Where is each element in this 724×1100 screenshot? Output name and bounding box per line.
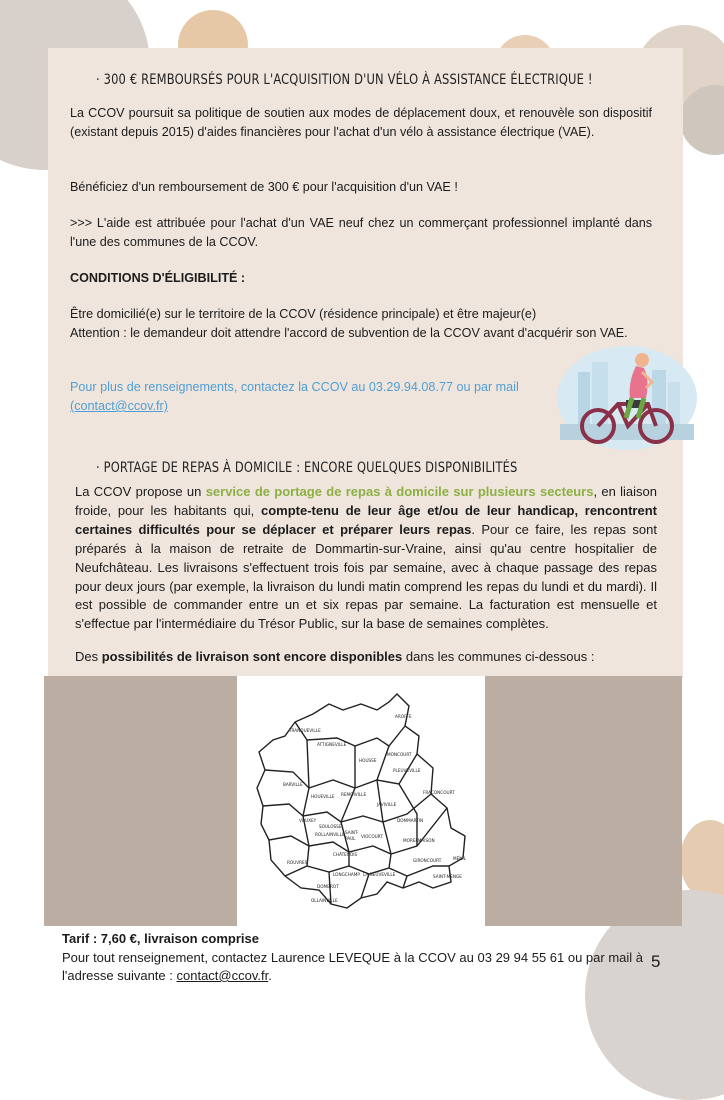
paragraph-reimbursement: Bénéficiez d'un remboursement de 300 € pour l'acquisition d'un VAE ! <box>70 180 458 194</box>
svg-text:GIRONCOURT: GIRONCOURT <box>413 858 442 863</box>
communes-map <box>237 676 485 926</box>
svg-text:ROUVRES: ROUVRES <box>287 860 308 865</box>
footer-dot: . <box>268 968 272 983</box>
contact-line <box>62 949 647 986</box>
contact-email-link[interactable]: (contact@ccov.fr) <box>70 399 168 413</box>
svg-text:ATTIGNEVILLE: ATTIGNEVILLE <box>317 742 347 747</box>
paragraph-aid-conditions: >>> L'aide est attribuée pour l'achat d'un VAE neuf chez un commerçant professionnel implanté dans l'une des communes de la CCOV. <box>70 216 652 249</box>
svg-text:MÉNIL: MÉNIL <box>453 856 466 861</box>
delivery-a: Des <box>75 649 102 664</box>
contact-info <box>70 378 570 416</box>
svg-text:LONGCHAMP: LONGCHAMP <box>333 872 360 877</box>
paragraph-meal-service <box>75 483 657 634</box>
svg-text:PLEUVEVILLE: PLEUVEVILLE <box>393 768 421 773</box>
meal-intro-c: . Pour ce faire, les repas sont préparés à la maison de retraite de Dommartin-sur-Vraine, ainsi qu'au centre hospitalier de Neufchâteau. Les livraisons s'effectuent trois fois par semaine, avec à chaque passage des repas pour deux jours (par exemple, la livraison du lundi matin comprend les repas du lundi et du mardi). Il est possible de commander entre un et six repas par semaine. La facturation est mensuelle et s'effectue par l'intermédiaire du Trésor Public, sur la base de semaines complètes. <box>75 521 658 632</box>
svg-text:DOMBROT: DOMBROT <box>317 884 339 889</box>
section-title-vae: · 300 € REMBOURSÉS POUR L'ACQUISITION D'UN VÉLO À ASSISTANCE ÉLECTRIQUE ! <box>96 72 593 88</box>
delivery-highlight: possibilités de livraison sont encore disponibles <box>101 649 403 664</box>
svg-text:AROFFE: AROFFE <box>395 714 412 719</box>
delivery-b: dans les communes ci-dessous : <box>402 649 595 664</box>
meal-target-audience: compte-tenu de leur âge et/ou de leur handicap, rencontrent certaines difficultés pour se déplacer et préparer leurs repas <box>75 502 657 537</box>
svg-text:VIOCOURT: VIOCOURT <box>361 834 383 839</box>
tarif-line: Tarif : 7,60 €, livraison comprise <box>62 931 260 946</box>
decor-blob-right-mid <box>680 820 724 900</box>
conditions-line-1: Être domicilié(e) sur le territoire de la CCOV (résidence principale) et être majeur(e) <box>70 307 537 321</box>
svg-text:CHÂTENOIS: CHÂTENOIS <box>333 852 358 857</box>
svg-text:HOUEVILLE: HOUEVILLE <box>311 794 335 799</box>
contact-line-text: Pour tout renseignement, contactez Laurence LEVEQUE à la CCOV au 03 29 94 55 61 ou par mail à l'adresse suivante : <box>62 949 644 983</box>
svg-text:PAUL: PAUL <box>345 836 356 841</box>
ebike-rider-illustration <box>556 342 698 450</box>
svg-text:SAINT-MENGE: SAINT-MENGE <box>433 874 462 879</box>
svg-text:LA NEUVEVILLE: LA NEUVEVILLE <box>363 872 396 877</box>
communes-map-drawing <box>237 676 485 926</box>
svg-text:MORELMAISON: MORELMAISON <box>403 838 435 843</box>
svg-text:DOMMARTIN: DOMMARTIN <box>397 818 424 823</box>
svg-text:SOULOSSE: SOULOSSE <box>319 824 342 829</box>
meal-intro-a: La CCOV propose un <box>75 484 206 499</box>
meal-intro-b: , en liaison froide, pour les habitants qui, <box>75 484 657 518</box>
conditions-line-2: Attention : le demandeur doit attendre l'accord de subvention de la CCOV avant d'acquérir son VAE. <box>70 326 628 340</box>
svg-text:HOUSSE: HOUSSE <box>359 758 377 763</box>
svg-text:FRACONCOURT: FRACONCOURT <box>423 790 455 795</box>
conditions-heading: CONDITIONS D'ÉLIGIBILITÉ : <box>70 271 246 285</box>
svg-text:REMOIVILLE: REMOIVILLE <box>341 792 367 797</box>
footer-email-link[interactable]: contact@ccov.fr <box>176 968 269 983</box>
svg-text:JAVIVILLE: JAVIVILLE <box>377 802 397 807</box>
meal-service-highlight: service de portage de repas à domicile sur plusieurs secteurs <box>205 484 594 499</box>
svg-text:VOUXEY: VOUXEY <box>299 818 317 823</box>
paragraph-delivery-availability <box>75 648 657 667</box>
contact-text: Pour plus de renseignements, contactez la CCOV au 03.29.94.08.77 ou par mail <box>70 380 519 394</box>
svg-text:MONCOURT: MONCOURT <box>387 752 412 757</box>
footer-info <box>62 930 647 986</box>
svg-text:OLLAINVILLE: OLLAINVILLE <box>311 898 338 903</box>
paragraph-policy: La CCOV poursuit sa politique de soutien aux modes de déplacement doux, et renouvèle son dispositif (existant depuis 2015) d'aides financières pour l'achat d'un vélo à assistance électrique (VAE). <box>70 106 652 139</box>
svg-text:BARVILLE: BARVILLE <box>283 782 303 787</box>
svg-text:ROLLAINVILLE: ROLLAINVILLE <box>315 832 345 837</box>
svg-text:TRANQUEVILLE: TRANQUEVILLE <box>289 728 321 733</box>
svg-text:SAINT-: SAINT- <box>345 830 359 835</box>
page-number: 5 <box>651 952 661 971</box>
section-title-meals: · PORTAGE DE REPAS À DOMICILE : ENCORE QUELQUES DISPONIBILITÉS <box>96 460 518 476</box>
